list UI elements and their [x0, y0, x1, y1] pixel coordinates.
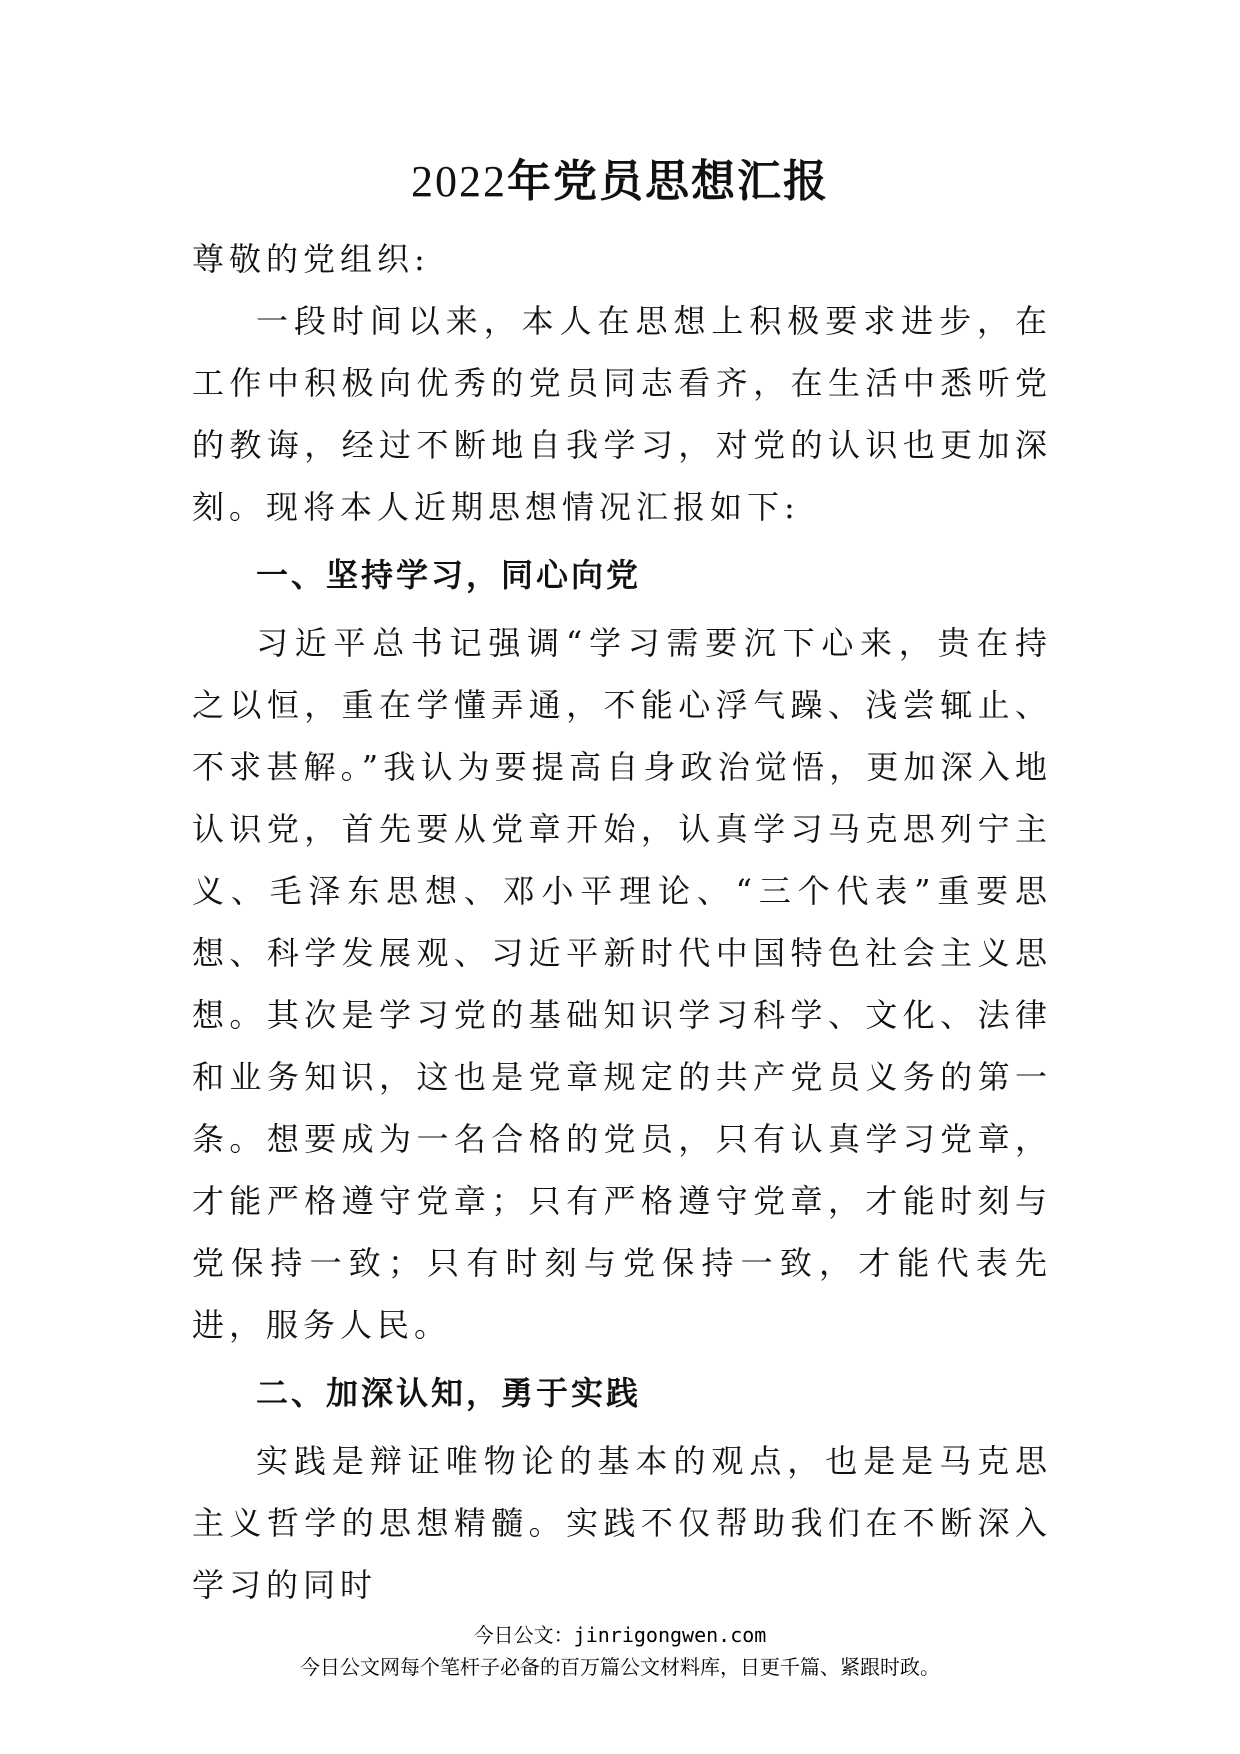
- section-heading: 二、加深认知，勇于实践: [256, 1374, 642, 1412]
- intro-paragraph: 一段时间以来，本人在思想上积极要求进步，在工作中积极向优秀的党员同志看齐，在生活中悉听党的教诲，经过不断地自我学习，对党的认识也更加深刻。现将本人近期思想情况汇报如下:: [192, 302, 1052, 526]
- salutation: 尊敬的党组织:: [192, 240, 430, 278]
- document-body: [192, 228, 1052, 1616]
- section-paragraph: 习近平总书记强调“学习需要沉下心来，贵在持之以恒，重在学懂弄通，不能心浮气躁、浅尝辄止、不求甚解。”我认为要提高自身政治觉悟，更加深入地认识党，首先要从党章开始，认真学习马克思列宁主义、毛泽东思想、邓小平理论、“三个代表”重要思想、科学发展观、习近平新时代中国特色社会主义思想。其次是学习党的基础知识学习科学、文化、法律和业务知识，这也是党章规定的共产党员义务的第一条。想要成为一名合格的党员，只有认真学习党章，才能严格遵守党章；只有严格遵守党章，才能时刻与党保持一致；只有时刻与党保持一致，才能代表先进，服务人民。: [192, 624, 1052, 1344]
- footer-slogan: 今日公文网每个笔杆子必备的百万篇公文材料库，日更千篇、紧跟时政。: [300, 1655, 940, 1679]
- section-paragraph: 实践是辩证唯物论的基本的观点，也是是马克思主义哲学的思想精髓。实践不仅帮助我们在不断深入学习的同时: [192, 1442, 1052, 1604]
- document-title: [0, 152, 1240, 212]
- footer-source: [0, 1620, 1240, 1650]
- footer-site-link[interactable]: jinrigongwen.com: [573, 1623, 767, 1647]
- title-year: 2022: [411, 157, 507, 206]
- section-heading: 一、坚持学习，同心向党: [256, 556, 642, 594]
- footer-label: 今日公文：: [473, 1623, 574, 1647]
- title-text: 年党员思想汇报: [507, 156, 829, 207]
